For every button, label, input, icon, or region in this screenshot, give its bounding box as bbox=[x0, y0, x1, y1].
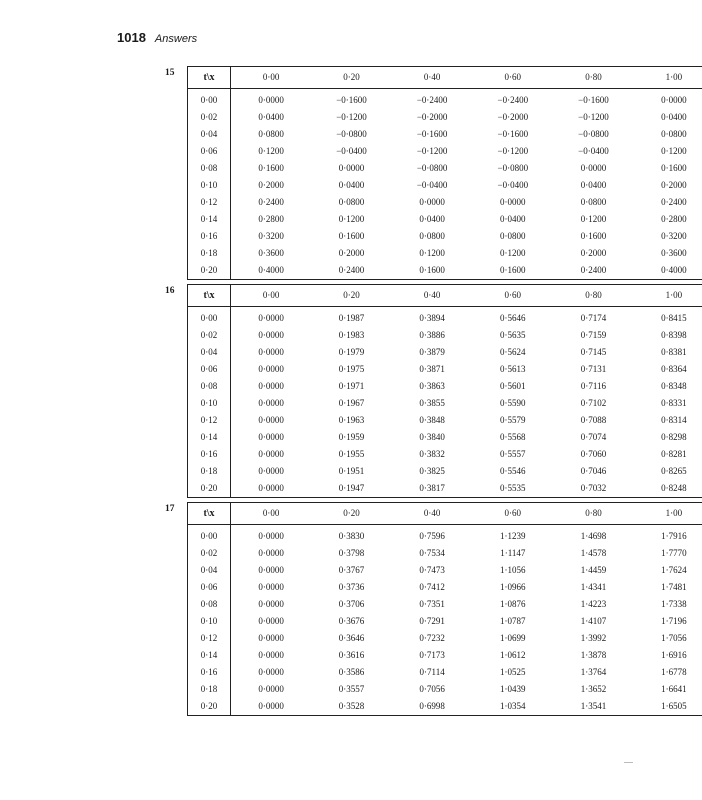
table-cell: 0·2400 bbox=[580, 265, 607, 275]
table-cell: 0·0000 bbox=[258, 633, 284, 643]
table-row bbox=[188, 143, 702, 160]
corner-header: t\x bbox=[188, 67, 231, 89]
table-cell: 0·3871 bbox=[419, 364, 445, 374]
table-cell: 1·4341 bbox=[580, 582, 607, 592]
table-cell: 0·0000 bbox=[258, 582, 284, 592]
table-row bbox=[188, 681, 702, 698]
row-header: 0·02 bbox=[188, 327, 231, 344]
table-cell: 0·0000 bbox=[258, 701, 284, 711]
table-cell: 0·7102 bbox=[580, 398, 607, 408]
table-row bbox=[188, 160, 702, 177]
table-cell: 1·4459 bbox=[580, 565, 607, 575]
table-cell: 1·6916 bbox=[661, 650, 687, 660]
table-cell: 0·7114 bbox=[419, 667, 445, 677]
table-cell: 0·3557 bbox=[338, 684, 365, 694]
table-cell: 1·0699 bbox=[500, 633, 526, 643]
table-cell: 0·5557 bbox=[500, 449, 526, 459]
column-header: 1·00 bbox=[634, 285, 702, 307]
table-row bbox=[188, 545, 702, 562]
table-cell: 0·3767 bbox=[338, 565, 365, 575]
table-cell: −0·2000 bbox=[497, 112, 529, 122]
table-cell: 0·0000 bbox=[258, 381, 284, 391]
table-cell: 0·1600 bbox=[338, 231, 365, 241]
table-cell: 0·8331 bbox=[661, 398, 687, 408]
table-cell: 0·1979 bbox=[338, 347, 365, 357]
table-cell: 0·3798 bbox=[338, 548, 365, 558]
table-cell: −0·1200 bbox=[578, 112, 609, 122]
row-header: 0·06 bbox=[188, 361, 231, 378]
table-cell: 1·1147 bbox=[500, 548, 526, 558]
table-cell: 1·6641 bbox=[661, 684, 687, 694]
table-row bbox=[188, 344, 702, 361]
row-header: 0·02 bbox=[188, 545, 231, 562]
table-cell: 1·0966 bbox=[500, 582, 526, 592]
row-header: 0·14 bbox=[188, 429, 231, 446]
table-cell: 0·3855 bbox=[419, 398, 445, 408]
table-cell: 0·7473 bbox=[419, 565, 445, 575]
table-row bbox=[188, 429, 702, 446]
table-cell: 0·0000 bbox=[258, 650, 284, 660]
row-header: 0·08 bbox=[188, 596, 231, 613]
table-cell: −0·0400 bbox=[416, 180, 448, 190]
page-corner-mark bbox=[624, 762, 633, 763]
table-cell: 1·1239 bbox=[500, 531, 526, 541]
table-row bbox=[188, 480, 702, 498]
running-head bbox=[117, 30, 197, 45]
table-cell: 0·0000 bbox=[258, 330, 284, 340]
table-cell: 1·4107 bbox=[580, 616, 607, 626]
table-cell: 0·5635 bbox=[500, 330, 526, 340]
column-header: 1·00 bbox=[634, 503, 702, 525]
table-cell: 0·3863 bbox=[419, 381, 445, 391]
table-cell: 0·0000 bbox=[580, 163, 607, 173]
question-number: 17 bbox=[165, 504, 175, 514]
table-cell: 0·0000 bbox=[258, 313, 284, 323]
table-cell: 0·0400 bbox=[419, 214, 445, 224]
table-cell: 0·8415 bbox=[661, 313, 687, 323]
table-cell: 0·7534 bbox=[419, 548, 445, 558]
table-cell: 0·7032 bbox=[580, 483, 607, 493]
section-title: Answers bbox=[154, 33, 198, 45]
row-header: 0·04 bbox=[188, 126, 231, 143]
table-cell: 0·3200 bbox=[258, 231, 284, 241]
table-row bbox=[188, 262, 702, 280]
table-cell: 1·3878 bbox=[580, 650, 607, 660]
column-header: 0·60 bbox=[472, 285, 553, 307]
row-header: 0·12 bbox=[188, 412, 231, 429]
question-number: 16 bbox=[165, 286, 175, 296]
table-row bbox=[188, 194, 702, 211]
row-header: 0·08 bbox=[188, 160, 231, 177]
row-header: 0·18 bbox=[188, 463, 231, 480]
row-header: 0·10 bbox=[188, 613, 231, 630]
column-header: 0·40 bbox=[392, 503, 473, 525]
table-cell: 0·3736 bbox=[338, 582, 365, 592]
table-cell: 1·3652 bbox=[580, 684, 607, 694]
table-cell: 0·1955 bbox=[338, 449, 365, 459]
column-header: 0·40 bbox=[392, 67, 473, 89]
table-row bbox=[188, 630, 702, 647]
row-header: 0·16 bbox=[188, 228, 231, 245]
table-cell: 1·4578 bbox=[580, 548, 607, 558]
table-cell: 0·1947 bbox=[338, 483, 365, 493]
table-cell: 0·0000 bbox=[419, 197, 445, 207]
table-cell: 0·1200 bbox=[500, 248, 526, 258]
table-cell: 0·7351 bbox=[419, 599, 445, 609]
table-cell: 1·7056 bbox=[661, 633, 687, 643]
table-cell: 1·3541 bbox=[580, 701, 607, 711]
table-cell: 0·8248 bbox=[661, 483, 687, 493]
table-cell: 0·0800 bbox=[580, 197, 607, 207]
table-cell: 0·0400 bbox=[500, 214, 526, 224]
table-cell: 0·0800 bbox=[338, 197, 365, 207]
table-cell: 0·0800 bbox=[500, 231, 526, 241]
table-cell: 0·5535 bbox=[500, 483, 526, 493]
row-header: 0·14 bbox=[188, 647, 231, 664]
table-cell: 1·6505 bbox=[661, 701, 687, 711]
table-cell: 0·1200 bbox=[661, 146, 687, 156]
table-cell: −0·1600 bbox=[578, 95, 609, 105]
row-header: 0·00 bbox=[188, 307, 231, 328]
table-cell: 0·1975 bbox=[338, 364, 365, 374]
table-cell: 0·3616 bbox=[338, 650, 365, 660]
header-row bbox=[188, 503, 702, 525]
table-cell: 0·7060 bbox=[580, 449, 607, 459]
table-cell: 0·0000 bbox=[258, 531, 284, 541]
table-cell: 0·7173 bbox=[419, 650, 445, 660]
table-cell: 0·7056 bbox=[419, 684, 445, 694]
table-cell: 0·0000 bbox=[258, 364, 284, 374]
table-row bbox=[188, 525, 702, 546]
table-cell: 1·4698 bbox=[580, 531, 607, 541]
table-cell: 0·0000 bbox=[258, 667, 284, 677]
table-cell: 0·0800 bbox=[661, 129, 687, 139]
column-header: 0·00 bbox=[231, 285, 312, 307]
table-cell: 0·2800 bbox=[661, 214, 687, 224]
header-row bbox=[188, 67, 702, 89]
page-number: 1018 bbox=[117, 30, 146, 45]
table-cell: 0·3840 bbox=[419, 432, 445, 442]
table-cell: 0·7145 bbox=[580, 347, 607, 357]
row-header: 0·16 bbox=[188, 664, 231, 681]
table-cell: 0·2000 bbox=[258, 180, 284, 190]
table-cell: 0·3848 bbox=[419, 415, 445, 425]
table-row bbox=[188, 596, 702, 613]
column-header: 0·20 bbox=[311, 67, 392, 89]
table-row bbox=[188, 562, 702, 579]
column-header: 0·80 bbox=[553, 503, 634, 525]
table-cell: 1·0354 bbox=[500, 701, 526, 711]
table-cell: 0·0000 bbox=[258, 95, 284, 105]
table-cell: −0·0400 bbox=[336, 146, 367, 156]
table-cell: 1·7916 bbox=[661, 531, 687, 541]
table-cell: 0·2400 bbox=[338, 265, 365, 275]
table-cell: 0·7596 bbox=[419, 531, 445, 541]
table-row bbox=[188, 307, 702, 328]
table-cell: 1·0787 bbox=[500, 616, 526, 626]
table-cell: 0·1959 bbox=[338, 432, 365, 442]
table-cell: 0·3600 bbox=[258, 248, 284, 258]
table-cell: −0·0800 bbox=[336, 129, 367, 139]
row-header: 0·20 bbox=[188, 698, 231, 716]
table-cell: 0·0000 bbox=[258, 565, 284, 575]
table-cell: 0·1200 bbox=[419, 248, 445, 258]
table-cell: 0·0000 bbox=[258, 483, 284, 493]
table-cell: 1·7196 bbox=[661, 616, 687, 626]
table-cell: 0·1200 bbox=[258, 146, 284, 156]
answer-table bbox=[187, 66, 702, 280]
table-cell: 0·1951 bbox=[338, 466, 365, 476]
table-cell: 0·7131 bbox=[580, 364, 607, 374]
column-header: 0·20 bbox=[311, 285, 392, 307]
table-row bbox=[188, 647, 702, 664]
table-cell: 0·4000 bbox=[258, 265, 284, 275]
column-header: 0·80 bbox=[553, 67, 634, 89]
table-cell: 0·5568 bbox=[500, 432, 526, 442]
table-cell: −0·2400 bbox=[497, 95, 529, 105]
row-header: 0·00 bbox=[188, 89, 231, 110]
answer-table bbox=[187, 284, 702, 498]
table-cell: 0·1971 bbox=[338, 381, 365, 391]
table-cell: 0·0400 bbox=[580, 180, 607, 190]
table-row bbox=[188, 228, 702, 245]
table-cell: 0·5590 bbox=[500, 398, 526, 408]
table-cell: 0·8398 bbox=[661, 330, 687, 340]
corner-header: t\x bbox=[188, 503, 231, 525]
table-cell: 0·3706 bbox=[338, 599, 365, 609]
table-cell: 0·3586 bbox=[338, 667, 365, 677]
table-cell: 0·3200 bbox=[661, 231, 687, 241]
table-cell: −0·0800 bbox=[497, 163, 529, 173]
column-header: 0·40 bbox=[392, 285, 473, 307]
table-cell: 0·0000 bbox=[258, 347, 284, 357]
column-header: 1·00 bbox=[634, 67, 702, 89]
table-cell: 0·1600 bbox=[258, 163, 284, 173]
table-cell: 0·7046 bbox=[580, 466, 607, 476]
table-row bbox=[188, 361, 702, 378]
table-cell: 0·0000 bbox=[258, 415, 284, 425]
table-cell: 0·3894 bbox=[419, 313, 445, 323]
table-row bbox=[188, 378, 702, 395]
table-cell: 0·5579 bbox=[500, 415, 526, 425]
table-row bbox=[188, 395, 702, 412]
table-cell: 0·3817 bbox=[419, 483, 445, 493]
table-cell: 0·0000 bbox=[258, 449, 284, 459]
table-cell: 0·3832 bbox=[419, 449, 445, 459]
table-cell: 0·2000 bbox=[580, 248, 607, 258]
row-header: 0·18 bbox=[188, 681, 231, 698]
table-cell: 0·8265 bbox=[661, 466, 687, 476]
table-cell: 0·5624 bbox=[500, 347, 526, 357]
table-cell: 0·0800 bbox=[419, 231, 445, 241]
table-row bbox=[188, 177, 702, 194]
table-row bbox=[188, 446, 702, 463]
row-header: 0·06 bbox=[188, 143, 231, 160]
table-cell: 1·4223 bbox=[580, 599, 607, 609]
table-cell: 1·1056 bbox=[500, 565, 526, 575]
table-cell: 0·0000 bbox=[500, 197, 526, 207]
table-cell: −0·1600 bbox=[497, 129, 529, 139]
table-cell: 0·3879 bbox=[419, 347, 445, 357]
row-header: 0·10 bbox=[188, 395, 231, 412]
table-cell: 0·3676 bbox=[338, 616, 365, 626]
table-row bbox=[188, 664, 702, 681]
table-row bbox=[188, 89, 702, 110]
row-header: 0·04 bbox=[188, 344, 231, 361]
table-cell: 0·1600 bbox=[419, 265, 445, 275]
table-cell: 1·0876 bbox=[500, 599, 526, 609]
table-cell: 0·0000 bbox=[258, 466, 284, 476]
table-cell: 0·8298 bbox=[661, 432, 687, 442]
table-cell: 0·1600 bbox=[661, 163, 687, 173]
table-cell: −0·1200 bbox=[336, 112, 367, 122]
table-cell: 0·2000 bbox=[338, 248, 365, 258]
table-cell: 0·2400 bbox=[661, 197, 687, 207]
table-cell: 0·0000 bbox=[258, 548, 284, 558]
table-cell: 0·3830 bbox=[338, 531, 365, 541]
table-row bbox=[188, 126, 702, 143]
table-cell: 0·0400 bbox=[338, 180, 365, 190]
table-cell: 0·0400 bbox=[258, 112, 284, 122]
row-header: 0·10 bbox=[188, 177, 231, 194]
row-header: 0·16 bbox=[188, 446, 231, 463]
table-cell: 0·3886 bbox=[419, 330, 445, 340]
row-header: 0·14 bbox=[188, 211, 231, 228]
table-cell: 1·3764 bbox=[580, 667, 607, 677]
table-cell: 0·1987 bbox=[338, 313, 365, 323]
table-cell: −0·2000 bbox=[416, 112, 448, 122]
corner-header: t\x bbox=[188, 285, 231, 307]
column-header: 0·00 bbox=[231, 503, 312, 525]
table-cell: 1·0525 bbox=[500, 667, 526, 677]
table-cell: 0·7412 bbox=[419, 582, 445, 592]
table-cell: 0·3528 bbox=[338, 701, 365, 711]
table-cell: 0·0000 bbox=[258, 432, 284, 442]
table-cell: 1·7338 bbox=[661, 599, 687, 609]
table-cell: 0·3825 bbox=[419, 466, 445, 476]
answer-table bbox=[187, 502, 702, 716]
column-header: 0·60 bbox=[472, 503, 553, 525]
table-cell: 0·8381 bbox=[661, 347, 687, 357]
table-cell: 0·1983 bbox=[338, 330, 365, 340]
table-cell: 0·7088 bbox=[580, 415, 607, 425]
table-cell: 0·7232 bbox=[419, 633, 445, 643]
column-header: 0·20 bbox=[311, 503, 392, 525]
table-cell: −0·1200 bbox=[497, 146, 529, 156]
row-header: 0·12 bbox=[188, 630, 231, 647]
table-cell: 0·0000 bbox=[258, 599, 284, 609]
table-cell: −0·0400 bbox=[578, 146, 609, 156]
table-cell: −0·1200 bbox=[416, 146, 448, 156]
table-row bbox=[188, 245, 702, 262]
table-cell: 1·7624 bbox=[661, 565, 687, 575]
table-cell: 1·0439 bbox=[500, 684, 526, 694]
table-cell: 0·3646 bbox=[338, 633, 365, 643]
column-header: 0·80 bbox=[553, 285, 634, 307]
table-cell: 0·7159 bbox=[580, 330, 607, 340]
table-cell: 0·8314 bbox=[661, 415, 687, 425]
row-header: 0·02 bbox=[188, 109, 231, 126]
table-cell: 0·2000 bbox=[661, 180, 687, 190]
table-cell: −0·2400 bbox=[416, 95, 448, 105]
table-row bbox=[188, 579, 702, 596]
table-row bbox=[188, 613, 702, 630]
table-cell: 0·7291 bbox=[419, 616, 445, 626]
table-cell: −0·0800 bbox=[416, 163, 448, 173]
column-header: 0·00 bbox=[231, 67, 312, 89]
row-header: 0·12 bbox=[188, 194, 231, 211]
table-cell: 0·0000 bbox=[258, 684, 284, 694]
table-cell: 1·7481 bbox=[661, 582, 687, 592]
table-cell: −0·0800 bbox=[578, 129, 609, 139]
table-cell: −0·0400 bbox=[497, 180, 529, 190]
table-cell: 0·6998 bbox=[419, 701, 445, 711]
table-cell: 0·0000 bbox=[661, 95, 687, 105]
table-cell: 0·1600 bbox=[580, 231, 607, 241]
table-cell: 0·8281 bbox=[661, 449, 687, 459]
table-cell: 0·1200 bbox=[338, 214, 365, 224]
table-cell: 0·3600 bbox=[661, 248, 687, 258]
table-cell: 1·0612 bbox=[500, 650, 526, 660]
table-row bbox=[188, 463, 702, 480]
table-cell: 0·5546 bbox=[500, 466, 526, 476]
table-cell: 0·7116 bbox=[580, 381, 607, 391]
table-row bbox=[188, 211, 702, 228]
table-row bbox=[188, 109, 702, 126]
table-cell: 0·2800 bbox=[258, 214, 284, 224]
row-header: 0·18 bbox=[188, 245, 231, 262]
table-cell: 0·4000 bbox=[661, 265, 687, 275]
column-header: 0·60 bbox=[472, 67, 553, 89]
table-cell: 1·7770 bbox=[661, 548, 687, 558]
table-cell: 1·6778 bbox=[661, 667, 687, 677]
table-cell: 0·8348 bbox=[661, 381, 687, 391]
row-header: 0·00 bbox=[188, 525, 231, 546]
table-row bbox=[188, 698, 702, 716]
table-cell: 0·5646 bbox=[500, 313, 526, 323]
row-header: 0·08 bbox=[188, 378, 231, 395]
table-cell: 0·1200 bbox=[580, 214, 607, 224]
table-row bbox=[188, 412, 702, 429]
table-cell: 0·0000 bbox=[258, 398, 284, 408]
header-row bbox=[188, 285, 702, 307]
table-cell: 0·5613 bbox=[500, 364, 526, 374]
question-number: 15 bbox=[165, 68, 175, 78]
table-cell: 0·0400 bbox=[661, 112, 687, 122]
table-cell: 0·7174 bbox=[580, 313, 607, 323]
table-row bbox=[188, 327, 702, 344]
table-cell: 0·1600 bbox=[500, 265, 526, 275]
table-cell: 0·5601 bbox=[500, 381, 526, 391]
table-cell: 0·0800 bbox=[258, 129, 284, 139]
table-cell: 0·0000 bbox=[338, 163, 365, 173]
row-header: 0·06 bbox=[188, 579, 231, 596]
row-header: 0·20 bbox=[188, 480, 231, 498]
row-header: 0·20 bbox=[188, 262, 231, 280]
table-cell: 0·7074 bbox=[580, 432, 607, 442]
table-cell: 0·1963 bbox=[338, 415, 365, 425]
table-cell: 0·8364 bbox=[661, 364, 687, 374]
table-cell: 0·0000 bbox=[258, 616, 284, 626]
row-header: 0·04 bbox=[188, 562, 231, 579]
table-cell: −0·1600 bbox=[416, 129, 448, 139]
table-cell: −0·1600 bbox=[336, 95, 367, 105]
table-cell: 0·1967 bbox=[338, 398, 365, 408]
table-cell: 0·2400 bbox=[258, 197, 284, 207]
table-cell: 1·3992 bbox=[580, 633, 607, 643]
